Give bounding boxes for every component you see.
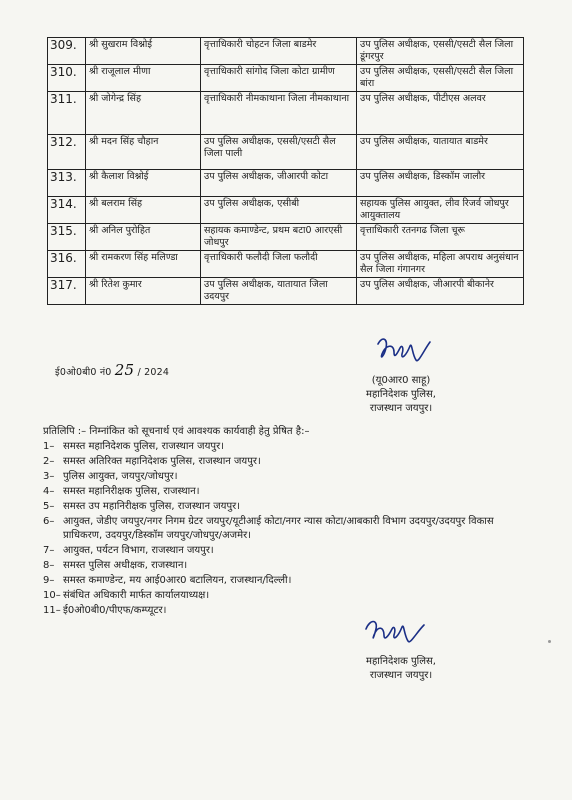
list-item-number: 4– [43,486,55,498]
list-item-number: 11– [43,605,61,617]
list-item-text: समस्त कमाण्डेन्ट, मय आई0आर0 बटालियन, राजस्थान/दिल्ली। [63,575,292,587]
table-row [48,278,524,305]
serial-number: 312. [48,135,86,170]
serial-number: 311. [48,92,86,135]
copy-heading: प्रतिलिपि :– निम्नांकित को सूचनार्थ एवं आवश्यक कार्यवाही हेतु प्रेषित है:– [43,426,310,437]
officer-name: श्री कैलाश विश्नोई [86,170,201,197]
current-posting: वृत्ताधिकारी नीमकाथाना जिला नीमकाथाना [201,92,357,135]
serial-number: 309. [48,38,86,65]
current-posting: सहायक कमाण्डेन्ट, प्रथम बटा0 आरएसी जोधपुर [201,224,357,251]
list-item-text: आयुक्त, जेडीए जयपुर/नगर निगम ग्रेटर जयपुर/यूटीआई कोटा/नगर न्यास कोटा/आबकारी विभाग उदयपुर/उदयपुर विकास प्राधिकरण, उदयपुर/डिस्कॉम जयपुर/जोधपुर/अजमेर। [63,516,494,541]
list-item [43,500,528,514]
new-posting: वृत्ताधिकारी रतनगढ जिला चूरू [357,224,524,251]
list-item-text: समस्त महानिदेशक पुलिस, राजस्थान जयपुर। [63,441,224,452]
list-item [43,559,528,573]
table-row [48,224,524,251]
list-item-number: 2– [43,456,55,468]
serial-number: 310. [48,65,86,92]
current-posting: वृत्ताधिकारी फलौदी जिला फलौदी [201,251,357,278]
signatory-1-designation: महानिदेशक पुलिस, [366,389,436,400]
officer-name: श्री जोगेन्द्र सिंह [86,92,201,135]
list-item [43,574,528,588]
list-item [43,544,528,558]
list-item-number: 9– [43,575,55,587]
table-row [48,251,524,278]
current-posting: उप पुलिस अधीक्षक, यातायात जिला उदयपुर [201,278,357,305]
signatory-2-place: राजस्थान जयपुर। [369,670,433,681]
new-posting: सहायक पुलिस आयुक्त, लीव रिजर्व जोधपुर आयुक्तालय [357,197,524,224]
officer-name: श्री मदन सिंह चौहान [86,135,201,170]
new-posting: उप पुलिस अधीक्षक, महिला अपराध अनुसंधान सैल जिला गंगानगर [357,251,524,278]
new-posting: उप पुलिस अधीक्षक, डिस्कॉम जालौर [357,170,524,197]
new-posting: उप पुलिस अधीक्षक, एससी/एसटी सैल जिला डूंगरपुर [357,38,524,65]
scan-mark [548,640,551,643]
signatory-1 [336,374,466,416]
list-item [43,604,528,618]
serial-number: 314. [48,197,86,224]
serial-number: 315. [48,224,86,251]
signatory-2 [336,655,466,683]
table-row [48,38,524,65]
list-item [43,485,528,499]
list-item-text: संबंधित अधिकारी मार्फत कार्यालयाध्यक्ष। [63,590,210,602]
list-item-number: 5– [43,501,55,513]
signature-2-icon [362,615,428,649]
table-row [48,92,524,135]
serial-number: 317. [48,278,86,305]
current-posting: वृत्ताधिकारी सांगोद जिला कोटा ग्रामीण [201,65,357,92]
current-posting: वृत्ताधिकारी चोहटन जिला बाडमेर [201,38,357,65]
list-item-text: समस्त महानिरीक्षक पुलिस, राजस्थान। [63,486,200,498]
list-item-text: समस्त अतिरिक्त महानिदेशक पुलिस, राजस्थान जयपुर। [63,456,261,468]
officer-name: श्री रितेश कुमार [86,278,201,305]
new-posting: उप पुलिस अधीक्षक, एससी/एसटी सैल जिला बांरा [357,65,524,92]
list-item [43,440,528,454]
list-item [43,515,528,542]
current-posting: उप पुलिस अधीक्षक, एसीबी [201,197,357,224]
list-item-number: 8– [43,560,55,572]
transfer-table [47,37,524,305]
list-item-text: पुलिस आयुक्त, जयपुर/जोधपुर। [63,471,178,483]
officer-name: श्री राजूलाल मीणा [86,65,201,92]
new-posting: उप पुलिस अधीक्षक, पीटीएस अलवर [357,92,524,135]
order-year: / 2024 [137,367,170,378]
table-row [48,65,524,92]
order-prefix: ई0ओ0बी0 नं0 [55,367,112,378]
signatory-1-name: (यू0आर0 साहू) [371,375,431,386]
list-item-text: आयुक्त, पर्यटन विभाग, राजस्थान जयपुर। [63,545,214,557]
list-item-text: ई0ओ0बी0/पीएफ/कम्प्यूटर। [63,605,167,617]
current-posting: उप पुलिस अधीक्षक, एससी/एसटी सैल जिला पाली [201,135,357,170]
serial-number: 313. [48,170,86,197]
table-row [48,170,524,197]
list-item-text: समस्त उप महानिरीक्षक पुलिस, राजस्थान जयपुर। [63,501,241,513]
list-item-number: 6– [43,516,55,528]
table-row [48,135,524,170]
list-item [43,589,528,603]
signature-1-icon [372,334,434,370]
signatory-2-designation: महानिदेशक पुलिस, [366,656,436,667]
list-item [43,470,528,484]
list-item-number: 1– [43,441,55,452]
list-item [43,455,528,469]
list-item-number: 10– [43,590,61,602]
officer-name: श्री बलराम सिंह [86,197,201,224]
signatory-1-place: राजस्थान जयपुर। [369,403,433,414]
table-row [48,197,524,224]
officer-name: श्री सुखराम विश्नोई [86,38,201,65]
officer-name: श्री अनिल पुरोहित [86,224,201,251]
new-posting: उप पुलिस अधीक्षक, यातायात बाडमेर [357,135,524,170]
list-item-number: 3– [43,471,55,483]
order-reference [55,361,169,379]
list-item-text: समस्त पुलिस अधीक्षक, राजस्थान। [63,560,188,572]
serial-number: 316. [48,251,86,278]
order-number: 25 [114,361,135,379]
officer-name: श्री रामकरण सिंह मलिण्डा [86,251,201,278]
current-posting: उप पुलिस अधीक्षक, जीआरपी कोटा [201,170,357,197]
distribution-list [43,440,528,620]
list-item-number: 7– [43,545,55,557]
new-posting: उप पुलिस अधीक्षक, जीआरपी बीकानेर [357,278,524,305]
